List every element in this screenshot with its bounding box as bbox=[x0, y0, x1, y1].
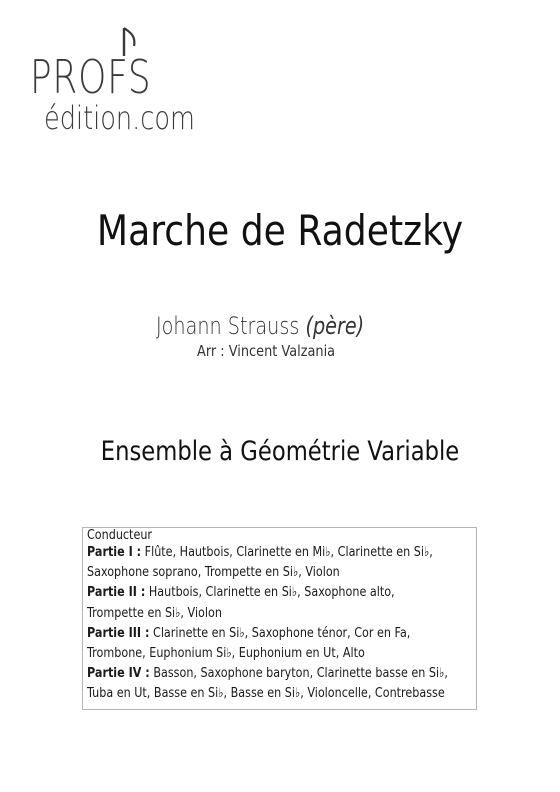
profs-edition-logo[interactable] bbox=[28, 26, 218, 136]
part-instruments: Hautbois, Clarinette en Si♭, Saxophone alto, bbox=[145, 585, 395, 601]
part-instruments: Clarinette en Si♭, Saxophone ténor, Cor en Fa, bbox=[149, 625, 411, 641]
parts-line bbox=[87, 644, 477, 664]
logo-wordmark-top: PROFS bbox=[30, 50, 152, 104]
parts-line bbox=[87, 583, 477, 603]
part-instruments: Trombone, Euphonium Si♭, Euphonium en Ut, Alto bbox=[87, 646, 365, 662]
part-instruments: Tuba en Ut, Basse en Si♭, Basse en Si♭, Violoncelle, Contrebasse bbox=[87, 686, 445, 702]
part-instruments: Flûte, Hautbois, Clarinette en Mi♭, Clarinette en Si♭, bbox=[141, 545, 433, 560]
parts-line bbox=[87, 624, 477, 644]
conductor-label: Conducteur bbox=[87, 528, 153, 543]
part-label: Partie IV : bbox=[87, 666, 150, 682]
parts-line bbox=[87, 684, 477, 704]
part-instruments: Trompette en Si♭, Violon bbox=[87, 605, 222, 621]
composer-note: (père) bbox=[305, 312, 365, 340]
composer-name: Johann Strauss bbox=[156, 312, 300, 340]
arranger-line: Arr : Vincent Valzania bbox=[197, 342, 336, 360]
parts-line bbox=[87, 563, 477, 583]
composer-line bbox=[156, 312, 364, 340]
part-instruments: Saxophone soprano, Trompette en Si♭, Violon bbox=[87, 565, 340, 581]
logo-wordmark-bottom: édition.com bbox=[44, 99, 195, 137]
parts-line bbox=[87, 664, 477, 684]
ensemble-subtitle: Ensemble à Géométrie Variable bbox=[100, 436, 460, 467]
parts-list-box bbox=[82, 527, 477, 710]
score-title: Marche de Radetzky bbox=[96, 206, 464, 255]
part-label: Partie II : bbox=[87, 585, 146, 601]
parts-line bbox=[87, 604, 477, 624]
part-label: Partie III : bbox=[87, 625, 150, 641]
parts-line bbox=[87, 543, 477, 563]
part-label: Partie I : bbox=[87, 545, 142, 560]
part-instruments: Basson, Saxophone baryton, Clarinette basse en Si♭, bbox=[149, 666, 448, 682]
